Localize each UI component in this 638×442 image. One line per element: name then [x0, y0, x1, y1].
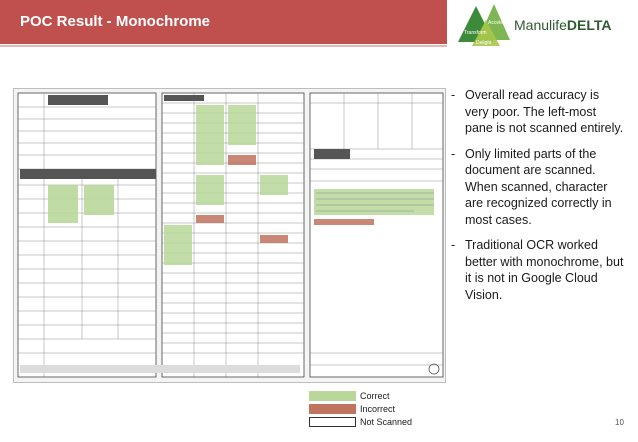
title-bar — [0, 0, 447, 44]
scanned-form-image — [13, 88, 446, 383]
slide-title: POC Result - Monochrome — [20, 13, 211, 30]
bullet-text: Overall read accuracy is very poor. The left-most pane is not scanned entirely. — [465, 88, 624, 135]
legend-label: Incorrect — [360, 404, 396, 414]
brand-regular: Manulife — [514, 17, 567, 33]
legend-swatch — [309, 404, 356, 414]
legend-item-not-scanned — [309, 416, 412, 428]
brand-name — [514, 17, 612, 33]
bullet-dash: - — [451, 88, 456, 102]
legend-label: Correct — [360, 391, 390, 401]
logo-word-delight: Delight — [476, 40, 492, 46]
logo-word-accelerate: Accelerate — [488, 20, 512, 26]
brand-bold: DELTA — [566, 17, 612, 33]
ocr-result-image — [14, 89, 446, 383]
list-item — [451, 237, 626, 303]
legend-swatch — [309, 417, 356, 427]
page-number: 10 — [615, 418, 624, 427]
list-item — [451, 146, 626, 229]
bullet-dash: - — [451, 146, 456, 161]
legend-swatch — [309, 391, 356, 401]
bullet-text: Only limited parts of the document are scanned. When scanned, character are recognized correctly in most cases. — [465, 146, 612, 227]
legend-label: Not Scanned — [360, 417, 413, 427]
legend-item-incorrect — [309, 403, 412, 415]
title-underline — [0, 45, 447, 47]
legend — [309, 390, 412, 429]
logo-word-transform: Transform — [464, 30, 487, 36]
bullet-dash: - — [451, 238, 456, 252]
list-item — [451, 87, 626, 137]
bullet-text: Traditional OCR worked better with monochrome, but it is not in Google Cloud Vision. — [465, 238, 624, 302]
findings-list — [451, 87, 626, 312]
legend-item-correct — [309, 390, 412, 402]
